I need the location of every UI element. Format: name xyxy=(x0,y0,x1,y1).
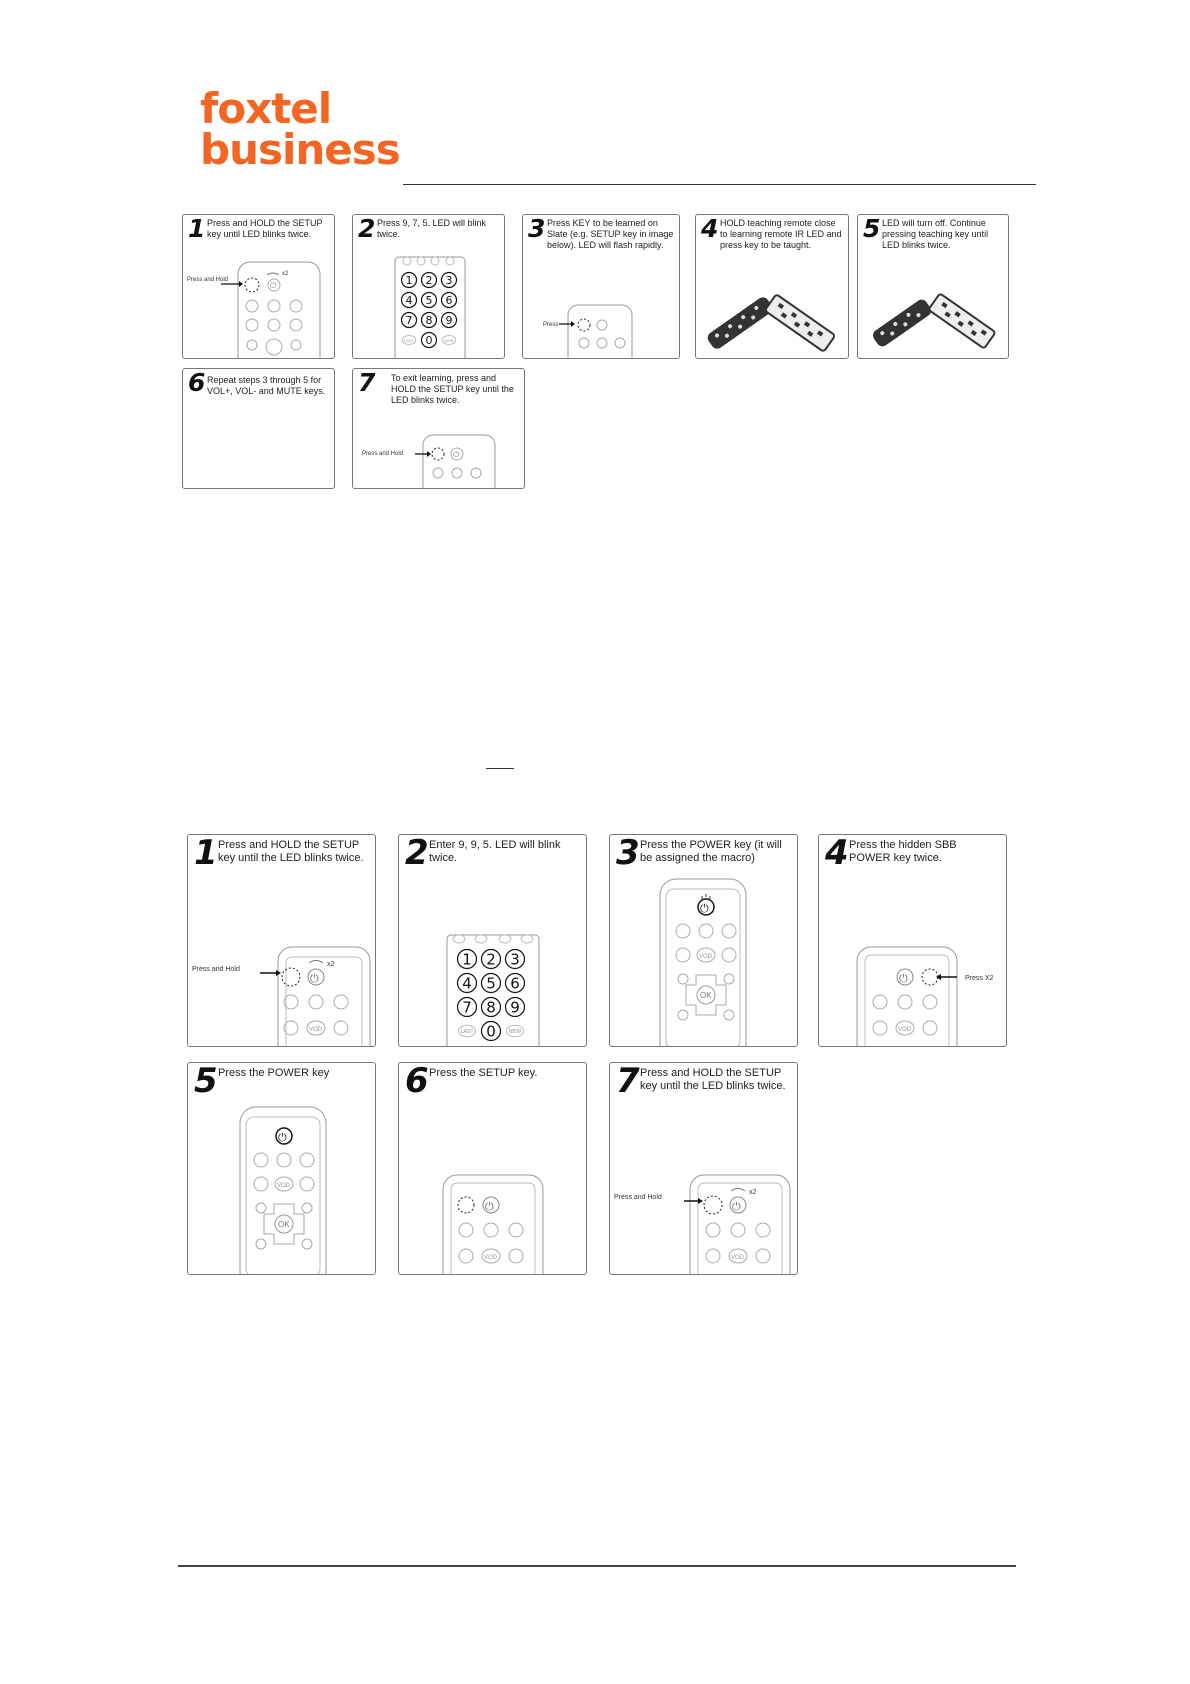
remote-illustration xyxy=(353,369,524,488)
key-label: 2 xyxy=(425,273,433,287)
key-label: 3 xyxy=(510,950,520,969)
macro-step-1-panel xyxy=(187,834,376,1047)
vod-label: VOD xyxy=(484,1255,498,1261)
key-label: 2 xyxy=(486,950,496,969)
step-instruction: Press the hidden SBB POWER key twice. xyxy=(849,839,957,865)
step-number: 4 xyxy=(825,834,849,873)
step-instruction: Press and HOLD the SETUP key until LED blinks twice. xyxy=(207,218,323,239)
logo-line-1: foxtel xyxy=(200,84,332,133)
svg-text:⏻: ⏻ xyxy=(453,450,460,459)
press-x2-label: Press X2 xyxy=(965,975,994,982)
step-number: 6 xyxy=(405,1062,429,1101)
key-label: LAST xyxy=(460,1029,474,1035)
step-instruction: To exit learning, press and HOLD the SETUP key until the LED blinks twice. xyxy=(391,373,514,405)
vod-label: VOD xyxy=(309,1027,323,1033)
key-label: 0 xyxy=(425,333,433,347)
macro-step-2-panel xyxy=(398,834,587,1047)
foxtel-business-logo xyxy=(200,84,400,175)
svg-text:⏻: ⏻ xyxy=(310,973,319,985)
remote-illustration xyxy=(610,1063,797,1274)
key-label: 0 xyxy=(486,1022,496,1041)
remote-illustration xyxy=(399,1063,586,1274)
learn-step-7-panel xyxy=(352,368,525,489)
key-label: 1 xyxy=(405,273,413,287)
step-number: 1 xyxy=(194,834,218,873)
key-label: 7 xyxy=(462,998,472,1017)
key-label: NEW xyxy=(444,338,454,343)
step-number: 5 xyxy=(194,1062,218,1101)
macro-step-6-panel xyxy=(398,1062,587,1275)
key-label: 6 xyxy=(445,293,453,307)
full-remote-illustration xyxy=(188,1063,375,1274)
step-instruction: Press the POWER key xyxy=(218,1067,330,1079)
keypad-illustration xyxy=(399,835,586,1046)
x2-badge: x2 xyxy=(327,961,335,968)
power-icon: ⏻ xyxy=(278,1132,287,1144)
learn-step-3-panel xyxy=(522,214,680,359)
macro-step-3-panel xyxy=(609,834,798,1047)
key-label: 1 xyxy=(462,950,472,969)
press-hold-label: Press and Hold xyxy=(192,966,240,973)
step-instruction: Press KEY to be learned on Slate (e.g. SETUP key in image below). LED will flash rapidly. xyxy=(547,218,674,250)
key-label: 4 xyxy=(462,974,472,993)
vod-label: VOD xyxy=(699,954,713,960)
step-number: 6 xyxy=(188,368,206,397)
logo-line-2: business xyxy=(200,125,400,175)
learn-step-6-panel xyxy=(182,368,335,489)
step-instruction: Press the POWER key (it will be assigned the macro) xyxy=(640,839,782,865)
vod-label: VOD xyxy=(731,1255,745,1261)
text-underline xyxy=(486,768,514,769)
macro-step-5-panel xyxy=(187,1062,376,1275)
key-label: 5 xyxy=(486,974,496,993)
x2-badge: x2 xyxy=(749,1189,757,1196)
ok-label: OK xyxy=(278,1220,290,1229)
step-number: 1 xyxy=(188,214,206,243)
learn-step-4-panel xyxy=(695,214,849,359)
key-label: 8 xyxy=(486,998,496,1017)
remote-illustration xyxy=(188,835,375,1046)
key-label: 9 xyxy=(510,998,520,1017)
step-number: 3 xyxy=(528,214,546,243)
learn-step-1-panel xyxy=(182,214,335,359)
remote-illustration xyxy=(523,215,679,358)
key-label: 6 xyxy=(510,974,520,993)
step-instruction: Press the SETUP key. xyxy=(429,1067,538,1079)
vod-label: VOD xyxy=(898,1027,912,1033)
step-number: 5 xyxy=(863,214,881,243)
ok-label: OK xyxy=(700,991,712,1000)
remote-illustration xyxy=(183,215,334,358)
svg-text:⏻: ⏻ xyxy=(485,1201,494,1213)
learn-step-5-panel xyxy=(857,214,1009,359)
power-icon: ⏻ xyxy=(700,903,709,915)
step-number: 7 xyxy=(616,1062,640,1101)
step-instruction: Repeat steps 3 through 5 for VOL+, VOL- and MUTE keys. xyxy=(207,375,326,396)
key-label: NEW xyxy=(508,1029,522,1035)
svg-text:⏻: ⏻ xyxy=(732,1201,741,1213)
x2-badge: x2 xyxy=(282,271,289,277)
press-hold-label: Press and Hold xyxy=(362,451,404,457)
learn-step-2-panel xyxy=(352,214,505,359)
vod-label: VOD xyxy=(277,1183,291,1189)
step-number: 2 xyxy=(358,214,376,243)
key-label: 7 xyxy=(405,313,413,327)
macro-step-4-panel xyxy=(818,834,1007,1047)
key-label: 9 xyxy=(445,313,453,327)
step-instruction: Enter 9, 9, 5. LED will blink twice. xyxy=(429,839,561,865)
step-number: 4 xyxy=(701,214,719,243)
step-instruction: HOLD teaching remote close to learning remote IR LED and press key to be taught. xyxy=(720,218,842,250)
step-number: 2 xyxy=(405,834,429,873)
two-remotes-illustration xyxy=(696,215,848,358)
step-instruction: LED will turn off. Continue pressing teaching key until LED blinks twice. xyxy=(882,218,989,250)
two-remotes-illustration xyxy=(858,215,1008,358)
full-remote-illustration xyxy=(610,835,797,1046)
keypad-illustration xyxy=(353,215,504,358)
key-label: LAST xyxy=(404,338,414,343)
press-hold-label: Press and Hold xyxy=(187,277,229,283)
press-label: Press xyxy=(543,322,559,328)
step-instruction: Press 9, 7, 5. LED will blink twice. xyxy=(377,218,487,239)
remote-illustration xyxy=(819,835,1006,1046)
key-label: 4 xyxy=(405,293,413,307)
step-instruction: Press and HOLD the SETUP key until the LED blinks twice. xyxy=(218,839,364,865)
svg-text:⏻: ⏻ xyxy=(899,973,908,985)
step-number: 3 xyxy=(616,834,640,873)
key-label: 3 xyxy=(445,273,453,287)
key-label: 5 xyxy=(425,293,433,307)
svg-text:⏻: ⏻ xyxy=(270,281,277,290)
macro-step-7-panel xyxy=(609,1062,798,1275)
key-label: 8 xyxy=(425,313,433,327)
press-hold-label: Press and Hold xyxy=(614,1194,662,1201)
step-number: 7 xyxy=(358,368,376,397)
step-instruction: Press and HOLD the SETUP key until the LED blinks twice. xyxy=(640,1067,786,1093)
header-divider xyxy=(403,184,1036,185)
footer-divider xyxy=(178,1565,1016,1567)
